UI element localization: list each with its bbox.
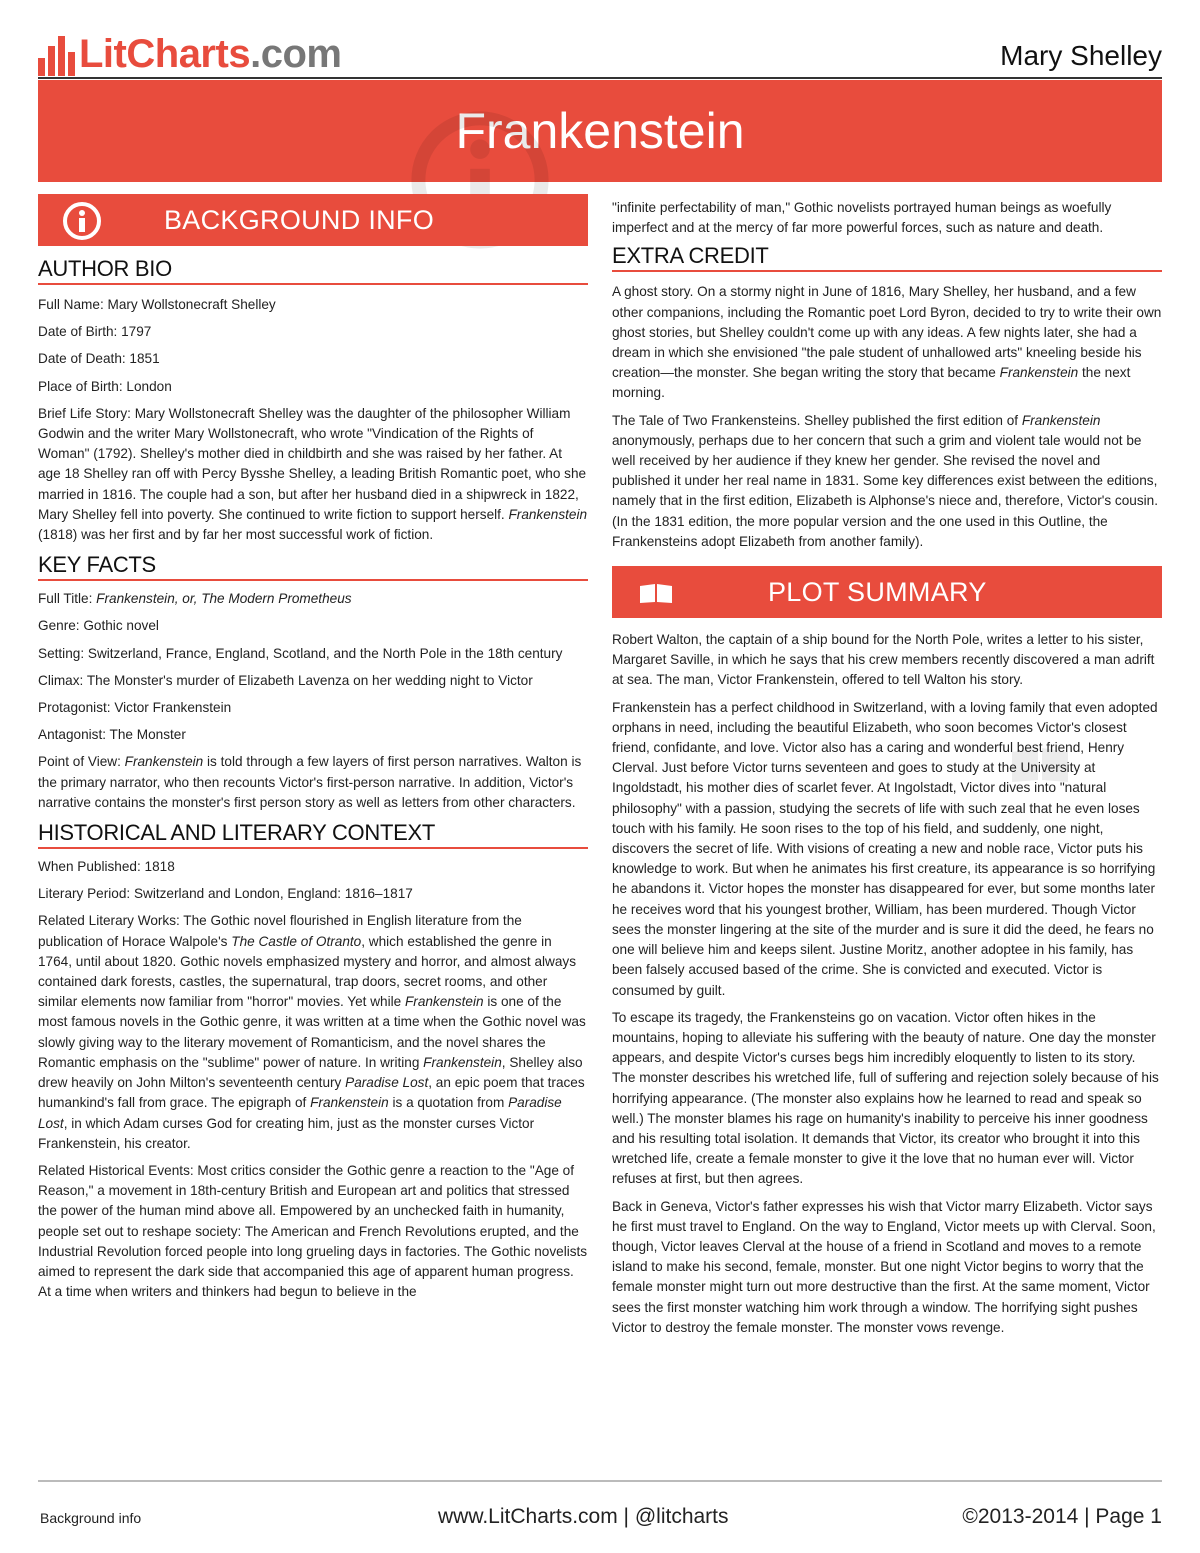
when-published: When Published: 1818 xyxy=(38,859,175,875)
climax: Climax: The Monster's murder of Elizabeth Lavenza on her wedding night to Victor xyxy=(38,672,533,688)
historical-events-continued: "infinite perfectability of man," Gothic novelists portrayed human beings as woefully imperfect and at the mercy of far more powerful forces, such as nature and death. xyxy=(612,200,1112,236)
literary-period: Literary Period: Switzerland and London, England: 1816–1817 xyxy=(38,886,413,902)
open-book-icon xyxy=(636,573,676,613)
footer-section-label: Background info xyxy=(40,1510,142,1526)
author-name: Mary Shelley xyxy=(1000,40,1162,71)
brief-life-story: Brief Life Story: Mary Wollstonecraft Shelley was the daughter of the philosopher William Godwin and the writer Mary Wollstonecraft, who wrote "Vindication of the Rights of Woman" (1792). Shelley's mother died in childbirth and she was raised by her father. At age 18 Shelley ran off with Percy Bysshe Shelley, a leading British Romantic poet, who she married in 1816. The couple had a son, but after her husband died in a shipwreck in 1822, Mary Shelley fell into poverty. She continued to write fiction to support herself. Frankenstein (1818) was her first and by far her most successful work of fiction. xyxy=(38,405,588,543)
full-title: Full Title: Frankenstein, or, The Modern Prometheus xyxy=(38,591,352,607)
related-literary-works: Related Literary Works: The Gothic novel flourished in English literature from the publication of Horace Walpole's The Castle of Otranto, which established the genre in 1764, until about 1820. Gothic novels emphasized mystery and horror, and almost always contained dark forests, castles, the supernatural, trap doors, secret rooms, and other similar elements now familiar from "horror" movies. Yet while Frankenstein is one of the most famous novels in the Gothic genre, it was written at a time when the Gothic novel was slowly giving way to the literary movement of Romanticism, and the novel shares the Romantic emphasis on the "sublime" power of nature. In writing Frankenstein, Shelley also drew heavily on John Milton's seventeenth century Paradise Lost, an epic poem that traces humankind's fall from grace. The epigraph of Frankenstein is a quotation from Paradise Lost, in which Adam curses God for creating him, just as the monster curses Victor Frankenstein, his creator. xyxy=(38,913,586,1151)
page-title: Frankenstein xyxy=(455,103,745,159)
author-bio-heading: AUTHOR BIO xyxy=(38,257,588,285)
plot-paragraph-2: Frankenstein has a perfect childhood in Switzerland, with a loving family that even adopted orphans in need, including the beautiful Elizabeth, who soon becomes Victor's closest friend, confidante, and love. Victor also has a caring and wonderful best friend, Henry Clerval. Just before Victor turns seventeen and goes to study at the University at Ingoldstadt, his mother dies of scarlet fever. At Ingolstadt, Victor dives into "natural philosophy" with a passion, studying the secrets of life with such zeal that he even loses touch with his family. He soon rises to the top of his field, and suddenly, one night, discovers the secret of life. With visions of creating a new and noble race, Victor puts his knowledge to work. But when he animates his first creature, its appearance is so horrifying he abandons it. Victor hopes the monster has disappeared for ever, but some months later he receives word that his youngest brother, William, has been murdered. Though Victor sees the monster lingering at the site of the murder and is sure it did the deed, he fears no one will believe him and keeps silent. Justine Moritz, another adoptee in his family, has been falsely accused based of the crime. She is convicted and executed. Victor is consumed by guilt. xyxy=(612,699,1158,998)
key-facts-heading: KEY FACTS xyxy=(38,553,588,581)
plot-paragraph-3: To escape its tragedy, the Frankensteins go on vacation. Victor often hikes in the mountains, hoping to alleviate his suffering with the beauty of nature. One day the monster appears, and despite Victor's curses begs him incredibly eloquently to listen to its story. The monster describes his wretched life, full of suffering and rejection solely because of his horrifying appearance. (The monster also explains how he learned to read and speak so well.) The monster blames his rage on humanity's inability to perceive his inner goodness and his resulting total isolation. It demands that Victor, its creator who brought it into this wretched life, create a female monster to give it the love that no human ever will. Victor refuses at first, but then agrees. xyxy=(612,1009,1159,1187)
antagonist: Antagonist: The Monster xyxy=(38,727,186,743)
historical-context-heading: HISTORICAL AND LITERARY CONTEXT xyxy=(38,821,588,849)
logo-bars-icon xyxy=(38,36,75,76)
plot-summary-title: PLOT SUMMARY xyxy=(768,576,987,607)
background-info-band xyxy=(38,194,588,246)
extra-credit-heading: EXTRA CREDIT xyxy=(612,244,1162,272)
right-column xyxy=(612,198,1162,1338)
point-of-view: Point of View: Frankenstein is told through a few layers of first person narratives. Walton is the primary narrator, who then recounts Victor's first-person narrative. In addition, Victor's narrative contains the monster's first person story as well as letters from other characters. xyxy=(38,754,582,810)
plot-summary-band xyxy=(612,566,1162,618)
info-icon xyxy=(62,201,102,241)
full-name: Full Name: Mary Wollstonecraft Shelley xyxy=(38,297,276,312)
logo-suffix: .com xyxy=(250,32,342,76)
footer-site-link[interactable]: www.LitCharts.com | @litcharts xyxy=(438,1505,729,1528)
plot-paragraph-1: Robert Walton, the captain of a ship bound for the North Pole, writes a letter to his sister, Margaret Saville, in which he says that his crew members recently discovered a man adrift at sea. The man, Victor Frankenstein, offered to tell Walton his story. xyxy=(612,632,1155,688)
litcharts-logo[interactable] xyxy=(38,28,341,76)
footer-divider xyxy=(38,1480,1162,1482)
genre: Genre: Gothic novel xyxy=(38,618,159,634)
footer-page-number: ©2013-2014 | Page 1 xyxy=(962,1505,1162,1528)
background-info-title: BACKGROUND INFO xyxy=(164,204,435,235)
page-header xyxy=(38,24,1162,80)
protagonist: Protagonist: Victor Frankenstein xyxy=(38,700,232,716)
date-of-death: Date of Death: 1851 xyxy=(38,351,160,367)
ghost-story: A ghost story. On a stormy night in June of 1816, Mary Shelley, her husband, and a few other companions, including the Romantic poet Lord Byron, decided to try to write their own ghost stories, but Shelley couldn't come up with any ideas. A few nights later, she had a dream in which she envisioned "the pale student of unhallowed arts" kneeling beside his creation—the monster. She began writing the story that became Frankenstein the next morning. xyxy=(612,284,1162,401)
header-divider xyxy=(38,77,1162,79)
tale-of-two-frankensteins: The Tale of Two Frankensteins. Shelley published the first edition of Frankenstein anonymously, perhaps due to her concern that such a grim and violent tale would not be well received by her audience if they knew her gender. She revised the novel and published it under her real name in 1831. Some key differences exist between the editions, namely that in the first edition, Elizabeth is Alphonse's niece and, therefore, Victor's cousin. (In the 1831 edition, the more popular version and the one used in this Outline, the Frankensteins adopt Elizabeth from another family). xyxy=(612,412,1158,549)
title-band xyxy=(38,80,1162,182)
setting: Setting: Switzerland, France, England, Scotland, and the North Pole in the 18th century xyxy=(38,645,563,661)
related-historical-events: Related Historical Events: Most critics consider the Gothic genre a reaction to the "Age of Reason," a movement in 18th-century British and European art and politics that stressed the power of the human mind above all. Empowered by an unchecked faith in humanity, people set out to reshape society: The American and French Revolutions erupted, and the Industrial Revolution forced people into long grueling days in factories. The Gothic novelists aimed to represent the dark side that accompanied this age of apparent human progress. At a time when writers and thinkers had begun to believe in the xyxy=(38,1162,588,1300)
left-column xyxy=(38,194,588,1302)
place-of-birth: Place of Birth: London xyxy=(38,378,172,394)
date-of-birth: Date of Birth: 1797 xyxy=(38,324,152,340)
plot-paragraph-4: Back in Geneva, Victor's father expresses his wish that Victor marry Elizabeth. Victor says he first must travel to England. On the way to England, Victor meets up with Clerval. Soon, though, Victor leaves Clerval at the house of a friend in Scotland and moves to a remote island to make his second, female, monster. But one night Victor begins to worry that the female monster might turn out more destructive than the first. At the same moment, Victor sees the first monster watching him work through a window. The horrifying sight pushes Victor to destroy the female monster. The monster vows revenge. xyxy=(612,1198,1156,1335)
logo-text: LitCharts xyxy=(79,32,251,76)
